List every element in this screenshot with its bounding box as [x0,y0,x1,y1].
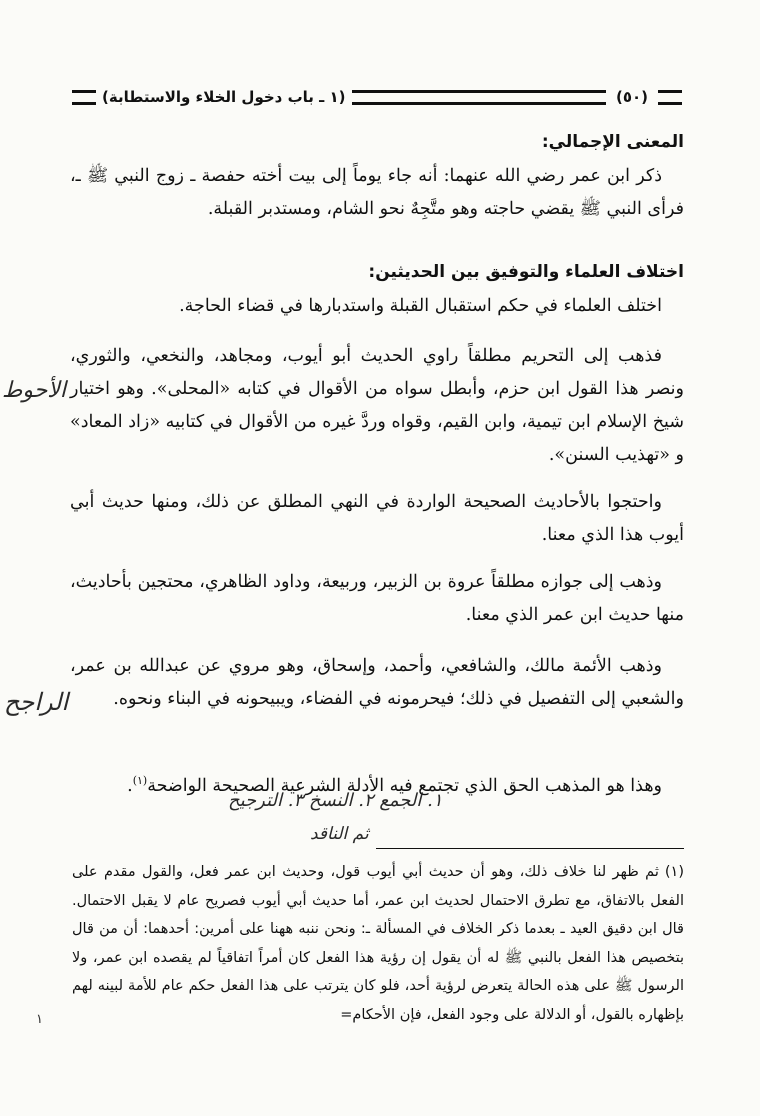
paragraph-6-body: وهذا هو المذهب الحق الذي تجتمع فيه الأدلة الشرعية الصحيحة الواضحة [147,775,662,796]
footnote-number: (١) [664,864,684,880]
running-header [72,80,682,114]
paragraph-5-text: وذهب الأئمة مالك، والشافعي، وأحمد، وإسحاق، وهو مروي عن عبدالله بن عمر، والشعبي إلى التفصيل في ذلك؛ فيحرمونه في الفضاء، ويبيحونه في البناء ونحوه. [70,656,684,709]
general-meaning-heading: المعنى الإجمالي: [541,132,684,152]
stray-mark: ١ [36,1012,43,1027]
paragraph-5 [70,650,684,716]
paragraph-3 [70,486,684,552]
page-number: (٥٠) [615,88,648,106]
footnote-text: ثم ظهر لنا خلاف ذلك، وهو أن حديث أبي أيوب قول، وحديث ابن عمر فعل، والقول مقدم على الفعل بالاتفاق، مع تطرق الاحتمال لحديث ابن عمر، أما حديث أبي أيوب فصريح عام لا يقبل الاحتمال. قال ابن دقيق العيد ـ بعدما ذكر الخلاف في المسألة ـ: ونحن ننبه ههنا على أمرين: أحدهما: أن من قال بتخصيص هذا الفعل بالنبي ﷺ له أن يقول إن رؤية هذا الفعل كان أمراً اتفاقياً لم يقصده ابن عمر، ولا الرسول ﷺ على هذه الحالة يتعرض لرؤية أحد، فلو كان يترتب على هذا الفعل حكم عام للأمة لبينه لهم بإظهاره بالقول، أو الدلالة على وجود الفعل، فإن الأحكام= [72,864,684,1023]
paragraph-1 [70,290,684,323]
header-ornament-right [658,90,682,105]
footnote-separator [376,848,684,849]
chapter-title: (١ ـ باب دخول الخلاء والاستطابة) [102,88,346,106]
paragraph-4 [70,566,684,632]
disagreement-heading: اختلاف العلماء والتوفيق بين الحديثين: [368,262,684,282]
handwritten-bottom-note-2: ثم الناقد [310,824,369,844]
general-meaning-text [70,160,684,226]
handwritten-margin-note-2: الراجح [4,688,69,716]
header-rule [352,90,606,105]
handwritten-margin-note-1: الأحوط [2,378,66,403]
footnote-reference: (١) [132,774,148,787]
handwritten-bottom-note: ١. الجمع ٢. النسخ ٣. الترجيح [228,790,443,811]
paragraph-4-text: وذهب إلى جوازه مطلقاً عروة بن الزبير، وربيعة، وداود الظاهري، محتجين بأحاديث، منها حديث ابن عمر الذي معنا. [70,572,684,625]
general-meaning-paragraph: ذكر ابن عمر رضي الله عنهما: أنه جاء يوماً إلى بيت أخته حفصة ـ زوج النبي ﷺ ـ، فرأى النبي ﷺ يقضي حاجته وهو متَّجِهٌ نحو الشام، ومستدبر القبلة. [70,166,684,219]
paragraph-3-text: واحتجوا بالأحاديث الصحيحة الواردة في النهي المطلق عن ذلك، ومنها حديث أبي أيوب هذا الذي معنا. [70,492,684,545]
paragraph-6-end: . [127,775,133,796]
paragraph-2 [70,340,684,472]
header-ornament-left [72,90,96,105]
paragraph-1-text: اختلف العلماء في حكم استقبال القبلة واستدبارها في قضاء الحاجة. [179,296,662,316]
footnote [72,858,684,1029]
paragraph-2-text: فذهب إلى التحريم مطلقاً راوي الحديث أبو أيوب، ومجاهد، والنخعي، والثوري، ونصر هذا القول ابن حزم، وأبطل سواه من الأقوال في كتابه «المحلى». وهو اختيار شيخ الإسلام ابن تيمية، وابن القيم، وقواه وردَّ غيره من الأقوال في كتابيه «زاد المعاد» و «تهذيب السنن». [70,346,684,465]
